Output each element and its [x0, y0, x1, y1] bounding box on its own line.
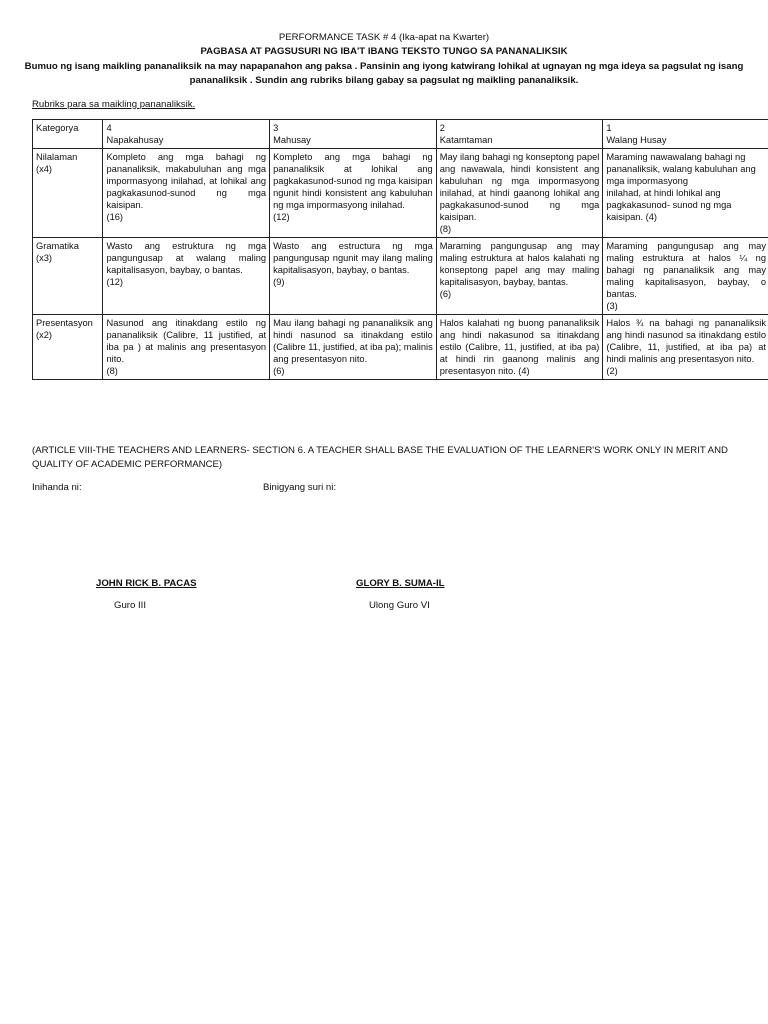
prepared-by-label: Inihanda ni: — [32, 482, 82, 493]
rubric-header-row — [33, 120, 768, 149]
rubric-cell — [603, 149, 768, 238]
criteria-points: (8) — [106, 366, 118, 376]
level-score: 4 — [106, 123, 112, 133]
level-score: 1 — [606, 123, 612, 133]
rubric-cell — [603, 238, 768, 315]
level-label: Katamtaman — [439, 135, 493, 145]
criteria-text: Maraming pangungusap ang may maling estruktura at halos kalahati ng konseptong papel ang may maling kapitalisasyon, baybay, bantas. — [439, 241, 600, 287]
category-label: Presentasyon (x2) — [36, 318, 93, 340]
criteria-text: Halos kalahati ng buong pananaliksik ang hindi nakasunod sa itinakdang estilo (Calibre, 11, justified, at iba pa) at hindi rin gaanong malinis ang presentasyon nito. (4) — [439, 318, 600, 376]
criteria-points: (2) — [606, 366, 618, 376]
criteria-text: Kompleto ang mga bahagi ng pananaliksik at lohikal ang pagkakasunod-sunod ng mga kaisipan ngunit hindi konsistent ang kabuluhan ng mga impormasyong inilahad. — [273, 152, 433, 210]
header-level-3 — [270, 120, 437, 149]
reviewed-by-label: Binigyang suri ni: — [263, 482, 337, 493]
criteria-points: (6) — [273, 366, 285, 376]
criteria-text: Maraming nawawalang bahagi ng pananaliksik, walang kabuluhan ang mga impormasyong inilahad, at hindi lohikal ang pagkakasunod- sunod ng mga kaisipan. (4) — [606, 152, 756, 222]
criteria-text: Wasto ang estruktura ng mga pangungusap at walang maling kapitalisasyon, baybay, o bantas. — [106, 241, 267, 275]
header-level-4 — [103, 120, 270, 149]
document-subtitle: PAGBASA AT PAGSUSURI NG IBA'T IBANG TEKSTO TUNGO SA PANANALIKSIK — [200, 46, 568, 57]
rubric-row-gramatika — [33, 238, 768, 315]
row-category — [33, 315, 103, 380]
rubric-table — [32, 119, 768, 380]
rubric-cell — [436, 238, 603, 315]
preparer-name: JOHN RICK B. PACAS — [96, 578, 197, 589]
criteria-points: (12) — [106, 277, 124, 287]
criteria-text: Maraming pangungusap ang may maling estruktura at halos ¼ ng bahagi ng pananaliksik ang may maling kapitalisasyon, baybay, o bantas. — [606, 241, 766, 299]
criteria-points: (12) — [273, 212, 290, 222]
rubric-cell — [270, 149, 437, 238]
level-score: 3 — [273, 123, 279, 133]
criteria-text: May ilang bahagi ng konseptong papel ang nawawala, hindi konsistent ang kabuluhan ng mga impormasyong inilahad, at hindi gaanong lohikal ang pagkakasunod-sunod ng mga kaisipan. — [439, 152, 600, 222]
criteria-points: (16) — [106, 212, 124, 222]
preparer-position: Guro III — [114, 600, 146, 611]
level-score: 2 — [439, 123, 445, 133]
level-label: Walang Husay — [606, 135, 667, 145]
criteria-text: Nasunod ang itinakdang estilo ng pananaliksik (Calibre, 11 justified, at iba pa ) at malinis ang presentasyon nito. — [106, 318, 267, 364]
reviewer-position: Ulong Guro VI — [369, 600, 430, 611]
article-note: (ARTICLE VIII-THE TEACHERS AND LEARNERS- SECTION 6. A TEACHER SHALL BASE THE EVALUATION OF THE LEARNER'S WORK ONLY IN MERIT AND QUALITY OF ACADEMIC PERFORMANCE) — [32, 445, 728, 470]
level-label: Napakahusay — [106, 135, 164, 145]
document-instructions: Bumuo ng isang maikling pananaliksik na may napapanahon ang paksa . Pansinin ang iyong katwirang lohikal at ugnayan ng mga ideya sa pagsulat ng isang pananaliksik . Sundin ang rubriks bilang gabay sa pagsulat ng maikling pananaliksik. — [24, 61, 744, 86]
rubric-cell — [270, 315, 437, 380]
criteria-text: Mau ilang bahagi ng pananaliksik ang hindi nasunod sa itinakdang estilo (Calibre 11, justified, at iba pa); malinis ang presentasyon nito. — [273, 318, 433, 364]
criteria-text: Wasto ang estructura ng mga pangungusap ngunit may ilang maling kapitalisasyon, baybay, o bantas. — [273, 241, 433, 275]
header-level-1 — [603, 120, 768, 149]
criteria-points: (8) — [439, 224, 452, 234]
rubric-cell — [103, 315, 270, 380]
criteria-text: Kompleto ang mga bahagi ng pananaliksik, makabuluhan ang mga impormasyong inilahad, at lohikal ang pagkakasunod-sunod ng mga kaisipan. — [106, 152, 267, 210]
rubric-caption: Rubriks para sa maikling pananaliksik. — [32, 99, 196, 110]
rubric-cell — [103, 149, 270, 238]
header-level-2 — [436, 120, 603, 149]
row-category — [33, 149, 103, 238]
criteria-points: (6) — [439, 289, 452, 299]
reviewer-name: GLORY B. SUMA-IL — [356, 578, 445, 589]
rubric-cell — [436, 315, 603, 380]
criteria-points: (3) — [606, 301, 618, 311]
rubric-row-presentasyon — [33, 315, 768, 380]
rubric-cell — [603, 315, 768, 380]
criteria-points: (9) — [273, 277, 285, 287]
header-category: Kategorya — [33, 120, 103, 149]
rubric-cell — [103, 238, 270, 315]
criteria-text: Halos ¾ na bahagi ng pananaliksik ang hindi nasunod sa itinakdang estilo (Calibre, 11, justified, at iba pa) at hindi malinis ang presentasyon nito. — [606, 318, 766, 364]
category-label: Nilalaman (x4) — [36, 152, 78, 174]
rubric-cell — [270, 238, 437, 315]
document-title: PERFORMANCE TASK # 4 (Ika-apat na Kwarter) — [278, 32, 490, 43]
row-category — [33, 238, 103, 315]
category-label: Gramatika (x3) — [36, 241, 79, 263]
rubric-cell — [436, 149, 603, 238]
level-label: Mahusay — [273, 135, 311, 145]
rubric-row-nilalaman — [33, 149, 768, 238]
